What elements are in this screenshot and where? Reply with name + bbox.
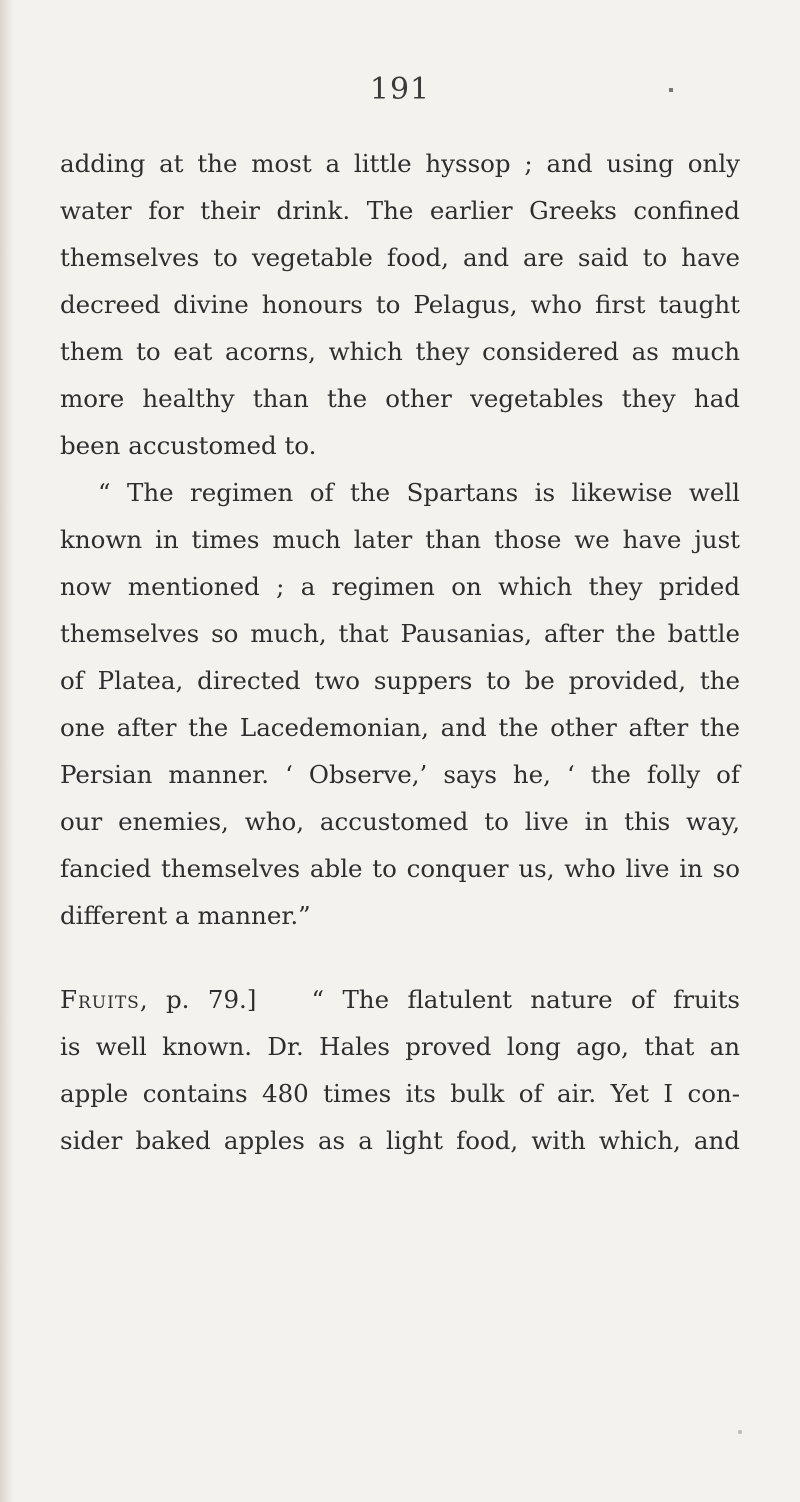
ink-speck xyxy=(669,88,673,92)
text-line: water for their drink. The earlier Greeks confined xyxy=(60,196,740,225)
text-line: is well known. Dr. Hales proved long ago, that an xyxy=(60,1032,740,1061)
text-line: different a manner.” xyxy=(60,901,311,930)
ink-speck xyxy=(738,1430,742,1434)
text-line: one after the Lacedemonian, and the other after the xyxy=(60,713,740,742)
note-line xyxy=(60,985,740,1015)
text-line: fancied themselves able to conquer us, who live in so xyxy=(60,854,740,883)
text-line: our enemies, who, accustomed to live in this way, xyxy=(60,807,740,836)
text-line: sider baked apples as a light food, with which, and xyxy=(60,1126,740,1155)
text-line: Persian manner. ‘ Observe,’ says he, ‘ the folly of xyxy=(60,760,740,789)
note-text: “ The flatulent nature of fruits xyxy=(311,985,740,1014)
text-line: apple contains 480 times its bulk of air. Yet I con- xyxy=(60,1079,740,1108)
text-line: been accustomed to. xyxy=(60,431,317,460)
text-line: now mentioned ; a regimen on which they prided xyxy=(60,572,740,601)
note-reference: , p. 79.] xyxy=(139,985,257,1014)
text-line: known in times much later than those we have just xyxy=(60,525,740,554)
note-heading: Fruits xyxy=(60,985,140,1014)
text-line: of Platea, directed two suppers to be provided, the xyxy=(60,666,740,695)
text-line: themselves so much, that Pausanias, after the battle xyxy=(60,619,740,648)
text-line: them to eat acorns, which they considered as much xyxy=(60,337,740,366)
text-line: more healthy than the other vegetables they had xyxy=(60,384,740,413)
text-line: “ The regimen of the Spartans is likewise well xyxy=(98,478,740,507)
page-gutter-shadow xyxy=(0,0,14,1502)
text-line: adding at the most a little hyssop ; and using only xyxy=(60,149,740,178)
page-number: 191 xyxy=(369,72,431,107)
text-line: themselves to vegetable food, and are said to have xyxy=(60,243,740,272)
text-line: decreed divine honours to Pelagus, who first taught xyxy=(60,290,740,319)
